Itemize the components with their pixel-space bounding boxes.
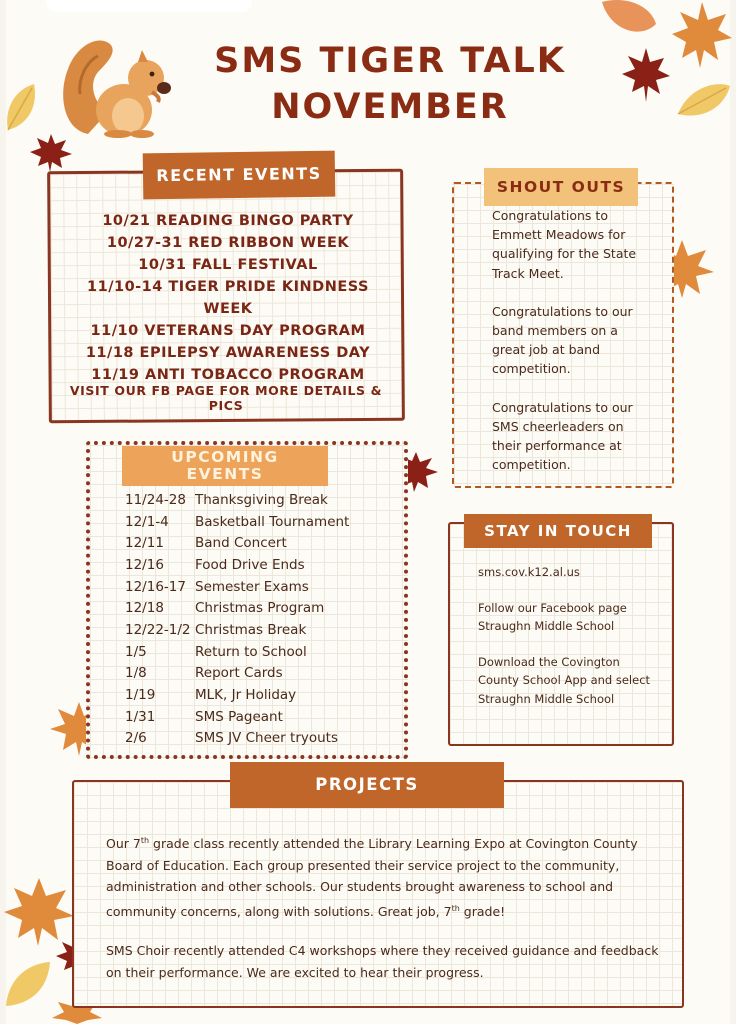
upcoming-heading-line-2: EVENTS	[186, 465, 264, 483]
upcoming-heading-line-1: UPCOMING	[171, 448, 279, 466]
shout-out-paragraph: Congratulations to our band members on a great job at band competition.	[492, 303, 633, 377]
table-row	[125, 532, 395, 554]
list-item: 10/21 READING BINGO PARTY	[102, 213, 354, 229]
table-row	[125, 554, 395, 576]
event-name: Semester Exams	[195, 578, 309, 595]
table-row	[125, 728, 395, 750]
page-top-tab	[46, 0, 252, 12]
squirrel-illustration	[58, 34, 174, 138]
event-name: Return to School	[195, 643, 307, 660]
oval-leaf-icon	[4, 82, 38, 134]
event-date: 12/22-1/2	[125, 621, 191, 638]
projects-heading: PROJECTS	[230, 762, 504, 808]
shout-out-paragraph: Congratulations to our SMS cheerleaders on their performance at competition.	[492, 399, 633, 473]
maple-leaf-icon	[28, 130, 74, 172]
facebook-text: Follow our Facebook page Straughn Middle School	[478, 600, 627, 633]
maple-leaf-icon	[672, 0, 732, 70]
event-date: 11/24-28	[125, 491, 186, 508]
event-name: SMS JV Cheer tryouts	[195, 730, 338, 747]
event-name: Christmas Program	[195, 600, 325, 617]
upcoming-events-table	[125, 489, 395, 749]
table-row	[125, 489, 395, 511]
stay-in-touch-text	[478, 563, 658, 725]
recent-events-heading: RECENT EVENTS	[143, 151, 336, 200]
list-item: 11/19 ANTI TOBACCO PROGRAM	[91, 367, 365, 383]
recent-events-list	[60, 210, 396, 386]
table-row	[125, 706, 395, 728]
table-row	[125, 619, 395, 641]
text-fragment: grade class recently attended the Library Learning Expo at Covington County Board of Education. Each group presented their service project to the community, administration and other schools. Our students brought awareness to school and community concerns, along with solutions. Great job, 7	[106, 836, 638, 919]
oval-leaf-icon	[676, 80, 732, 118]
table-row	[125, 663, 395, 685]
project-paragraph-2: SMS Choir recently attended C4 workshops where they received guidance and feedback on their performance. We are excited to hear their progress.	[106, 943, 659, 980]
event-name: Band Concert	[195, 535, 287, 552]
event-date: 12/16-17	[125, 578, 186, 595]
newsletter-title	[180, 38, 600, 130]
title-line-1: SMS TIGER TALK	[214, 41, 566, 81]
table-row	[125, 684, 395, 706]
event-date: 1/19	[125, 687, 156, 704]
project-paragraph-1	[106, 830, 666, 922]
shout-out-paragraph: Congratulations to Emmett Meadows for qualifying for the State Track Meet.	[492, 208, 637, 281]
list-item: 11/10 VETERANS DAY PROGRAM	[90, 323, 366, 339]
event-name: Thanksgiving Break	[195, 491, 328, 508]
event-name: SMS Pageant	[195, 708, 283, 725]
event-date: 12/11	[125, 535, 164, 552]
text-fragment: Our 7	[106, 836, 141, 852]
event-date: 12/1-4	[125, 513, 169, 530]
list-item: 10/31 FALL FESTIVAL	[138, 257, 318, 273]
shout-outs-text	[492, 206, 642, 493]
event-name: Report Cards	[195, 665, 283, 682]
event-name: MLK, Jr Holiday	[195, 687, 297, 704]
event-date: 1/31	[125, 708, 156, 725]
event-date: 1/8	[125, 665, 147, 682]
app-text: Download the Covington County School App and select Straughn Middle School	[478, 654, 651, 706]
list-item: 10/27-31 RED RIBBON WEEK	[106, 235, 350, 251]
projects-text	[106, 830, 666, 1001]
list-item: 11/18 EPILEPSY AWARENESS DAY	[85, 345, 371, 361]
event-date: 12/16	[125, 556, 164, 573]
shout-outs-heading: SHOUT OUTS	[484, 168, 638, 206]
event-name: Christmas Break	[195, 621, 307, 638]
event-name: Food Drive Ends	[195, 556, 305, 573]
stay-in-touch-heading: STAY IN TOUCH	[464, 514, 652, 548]
event-name: Basketball Tournament	[195, 513, 350, 530]
table-row	[125, 576, 395, 598]
table-row	[125, 641, 395, 663]
facebook-note: VISIT OUR FB PAGE FOR MORE DETAILS & PICS	[69, 383, 383, 413]
oval-leaf-icon	[4, 960, 52, 1010]
table-row	[125, 597, 395, 619]
event-date: 12/18	[125, 600, 164, 617]
superscript: th	[140, 836, 150, 845]
oval-leaf-icon	[600, 0, 658, 38]
website-link[interactable]: sms.cov.k12.al.us	[478, 565, 580, 579]
maple-leaf-icon	[622, 46, 670, 102]
text-fragment: grade!	[459, 903, 506, 919]
table-row	[125, 511, 395, 533]
upcoming-events-heading	[122, 446, 328, 486]
superscript: th	[451, 903, 460, 913]
event-date: 1/5	[125, 643, 147, 660]
list-item: 11/10-14 TIGER PRIDE KINDNESS WEEK	[87, 279, 369, 317]
title-line-2: NOVEMBER	[271, 87, 509, 127]
event-date: 2/6	[125, 730, 147, 747]
